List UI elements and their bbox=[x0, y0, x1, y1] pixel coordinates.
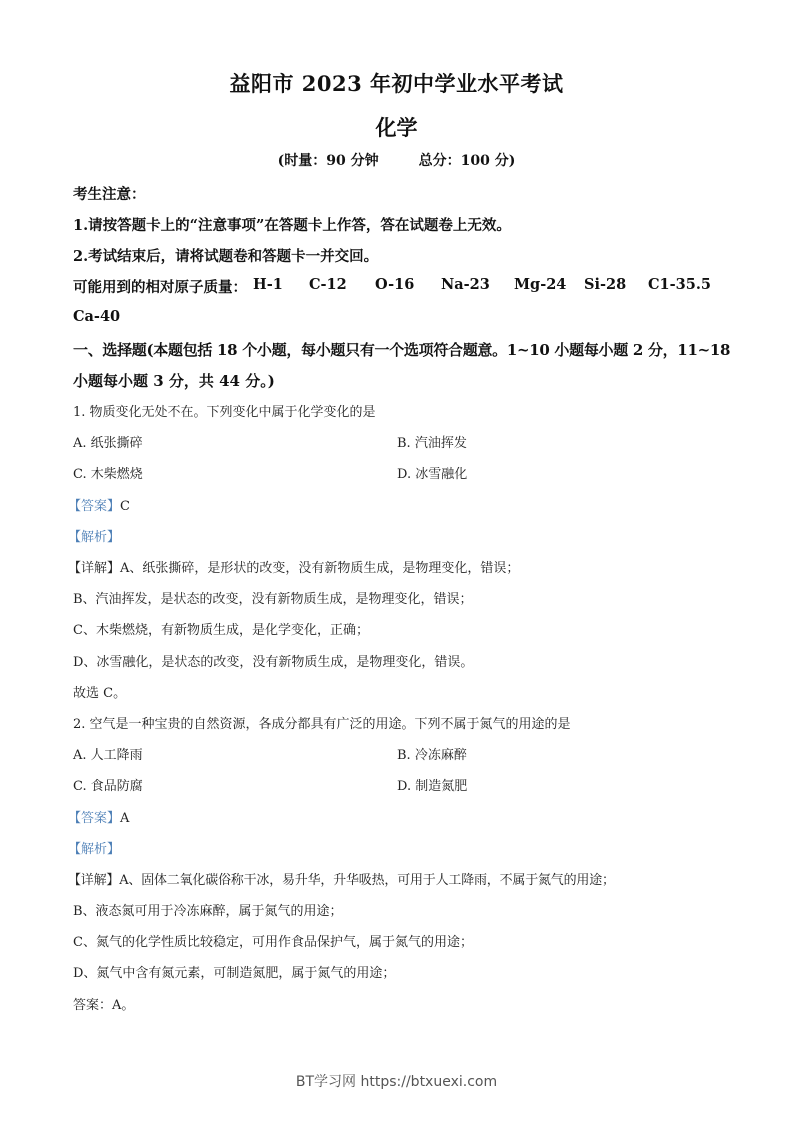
section-heading-line2: 小题每小题 3 分，共 44 分。) bbox=[73, 372, 275, 390]
question-2-conclusion: 答案：A。 bbox=[73, 998, 135, 1013]
mass-cl: C1-35.5 bbox=[648, 276, 711, 293]
exam-title: 益阳市 2023 年初中学业水平考试 bbox=[229, 71, 564, 96]
question-2-stem: 2. 空气是一种宝贵的自然资源，各成分都具有广泛的用途。下列不属于氮气的用途的是 bbox=[73, 717, 571, 732]
question-2-option-b: B. 冷冻麻醉 bbox=[397, 748, 467, 763]
question-2-option-d: D. 制造氮肥 bbox=[397, 779, 468, 794]
question-2-answer bbox=[68, 807, 129, 826]
question-2-option-c: C. 食品防腐 bbox=[73, 779, 143, 794]
atomic-masses bbox=[73, 276, 733, 297]
exam-time: (时量：90 分钟 bbox=[277, 153, 379, 169]
question-1-stem: 1. 物质变化无处不在。下列变化中属于化学变化的是 bbox=[73, 405, 376, 420]
question-2-option-a: A. 人工降雨 bbox=[73, 748, 143, 763]
exam-subject: 化学 bbox=[375, 115, 418, 140]
answer-label: 【答案】 bbox=[68, 499, 121, 514]
exam-meta bbox=[0, 150, 793, 170]
mass-c: C-12 bbox=[309, 276, 347, 293]
question-2-detail-4: D、氮气中含有氮元素，可制造氮肥，属于氮气的用途； bbox=[73, 966, 396, 981]
question-2-analysis-label: 【解析】 bbox=[68, 842, 121, 857]
answer-label: 【答案】 bbox=[68, 811, 121, 826]
question-1-conclusion: 故选 C。 bbox=[73, 686, 127, 701]
question-1-option-c: C. 木柴燃烧 bbox=[73, 467, 143, 482]
mass-h: H-1 bbox=[253, 276, 283, 293]
mass-si: Si-28 bbox=[584, 276, 627, 293]
notice-item-2: 2.考试结束后，请将试题卷和答题卡一并交回。 bbox=[73, 248, 379, 265]
notice-heading: 考生注意： bbox=[73, 186, 146, 203]
question-2-detail-2: B、液态氮可用于冷冻麻醉，属于氮气的用途； bbox=[73, 904, 343, 919]
notice-item-1: 1.请按答题卡上的“注意事项”在答题卡上作答，答在试题卷上无效。 bbox=[73, 217, 511, 234]
section-heading-line1: 一、选择题(本题包括 18 个小题，每小题只有一个选项符合题意。1~10 小题每小题 2 分，11~18 bbox=[73, 341, 731, 359]
mass-mg: Mg-24 bbox=[514, 276, 567, 293]
exam-total: 总分：100 分) bbox=[418, 153, 516, 169]
question-1-detail-4: D、冰雪融化，是状态的改变，没有新物质生成，是物理变化，错误。 bbox=[73, 655, 474, 670]
question-1-option-d: D. 冰雪融化 bbox=[397, 467, 468, 482]
question-1-detail-1: 【详解】A、纸张撕碎，是形状的改变，没有新物质生成，是物理变化，错误； bbox=[68, 561, 520, 576]
answer-value: C bbox=[120, 499, 130, 514]
answer-value: A bbox=[120, 811, 130, 826]
question-1-detail-3: C、木柴燃烧，有新物质生成，是化学变化，正确； bbox=[73, 623, 369, 638]
footer-watermark: BT学习网 https://btxuexi.com bbox=[295, 1074, 498, 1090]
mass-ca: Ca-40 bbox=[73, 308, 121, 325]
question-2-detail-1: 【详解】A、固体二氧化碳俗称干冰，易升华，升华吸热，可用于人工降雨，不属于氮气的用途； bbox=[68, 873, 615, 888]
mass-na: Na-23 bbox=[441, 276, 490, 293]
question-1-option-b: B. 汽油挥发 bbox=[397, 436, 467, 451]
question-1-answer bbox=[68, 495, 130, 514]
mass-o: O-16 bbox=[375, 276, 415, 293]
question-1-option-a: A. 纸张撕碎 bbox=[73, 436, 143, 451]
question-2-detail-3: C、氮气的化学性质比较稳定，可用作食品保护气，属于氮气的用途； bbox=[73, 935, 473, 950]
atomic-masses-label: 可能用到的相对原子质量： bbox=[73, 279, 247, 296]
question-1-detail-2: B、汽油挥发，是状态的改变，没有新物质生成，是物理变化，错误； bbox=[73, 592, 473, 607]
question-1-analysis-label: 【解析】 bbox=[68, 530, 121, 545]
